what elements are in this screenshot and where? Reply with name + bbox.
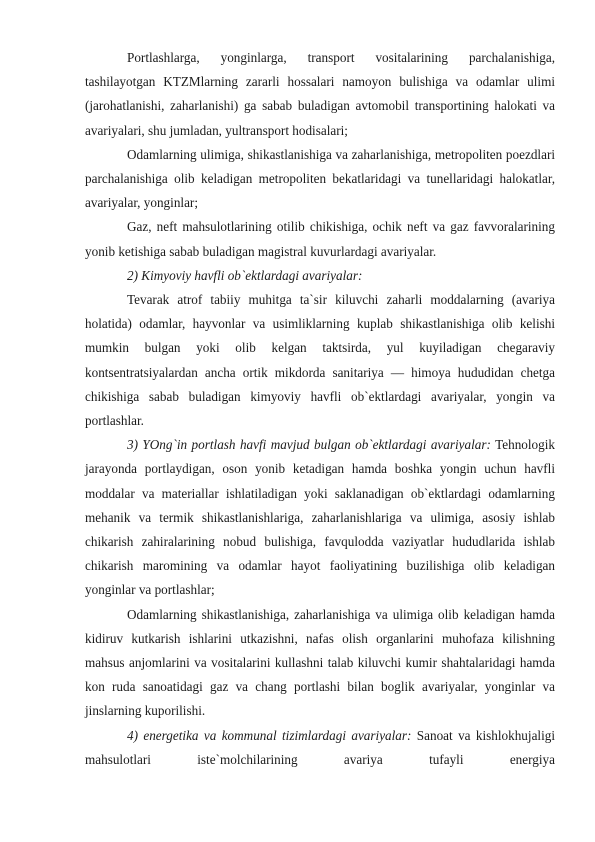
paragraph-pipeline-accidents (85, 215, 555, 263)
paragraph-mine-accidents (85, 603, 555, 724)
paragraph-text: Tehnologik jarayonda portlaydigan, oson yonib ketadigan hamda boshka yongin uchun havfli moddalar va materiallar ishlatiladigan yoki saklanadigan ob`ektlardagi odamlarning mehanik va termik shikastlanishlariga, zaharlanishlariga va ulimiga, asosiy ishlab chikarish zahiralarining nobud bulishiga, favqulodda vaziyatlar hududlarida ishlab chikarish maromining va odamlar hayot faoliyatining buzilishiga olib keladigan yonginlar va portlashlar; (85, 437, 555, 598)
paragraph-metro-accidents (85, 143, 555, 216)
paragraph-text: Portlashlarga, yonginlarga, transport vositalarining parchalanishiga, tashilayotgan KTZMlarning zararli hossalari namoyon bulishiga va odamlar ulimi (jarohatlanishi, zaharlanishi) ga sabab buladigan avtomobil transportining halokati va avariyalari, shu jumladan, yultransport hodisalari; (85, 50, 555, 138)
paragraph-text: Odamlarning ulimiga, shikastlanishiga va zaharlanishiga, metropoliten poezdlari parchalanishiga olib keladigan metropoliten bekatlaridagi va tunellaridagi halokatlar, avariyalar, yonginlar; (85, 146, 555, 211)
paragraph-text: Odamlarning shikastlanishiga, zaharlanishiga va ulimiga olib keladigan hamda kidiruv kutkarish ishlarini utkazishni, nafas olish organlarini muhofaza kilishning mahsus anjomlarini va vositalarini kullashni talab kiluvchi kumir shahtalaridagi hamda kon ruda sanoatidagi gaz va chang portlashi bilan boglik avariyalar, yonginlar va jinslarning kuporilishi. (85, 606, 555, 719)
paragraph-text: Gaz, neft mahsulotlarining otilib chikishiga, ochik neft va gaz favvoralarining yonib ketishiga sabab buladigan magistral kuvurlardagi avariyalar. (85, 219, 555, 259)
paragraph-energy-utility-accidents (85, 724, 555, 772)
paragraph-fire-explosion-hazard (85, 433, 555, 602)
paragraph-chemical-hazard (85, 288, 555, 433)
section-heading-text: 2) Kimyoviy havfli ob`ektlardagi avariyalar: (127, 267, 363, 283)
paragraph-road-transport-accidents (85, 46, 555, 143)
paragraph-text: Sanoat va kishlokhujaligi mahsulotlari iste`molchilarining avariya tufayli energiya (85, 727, 556, 767)
document-page (85, 46, 555, 772)
section-heading-text: 3) YOng`in portlash havfi mavjud bulgan ob`ektlardagi avariyalar: (127, 437, 491, 453)
paragraph-text: Tevarak atrof tabiiy muhitga ta`sir kiluvchi zaharli moddalarning (avariya holatida) odamlar, hayvonlar va usimliklarning kuplab shikastlanishiga olib kelishi mumkin bulgan yoki olib kelgan taktsirda, yul kuyiladigan chegaraviy kontsentratsiyalardan ancha ortik mikdorda sanitariya — himoya hududidan chetga chikishiga sabab buladigan kimyoviy havfli ob`ektlardagi avariyalar, yongin va portlashlar. (85, 292, 555, 429)
section-heading-text: 4) energetika va kommunal tizimlardagi avariyalar: (127, 727, 412, 743)
section-heading-chemical-hazard (85, 264, 555, 288)
